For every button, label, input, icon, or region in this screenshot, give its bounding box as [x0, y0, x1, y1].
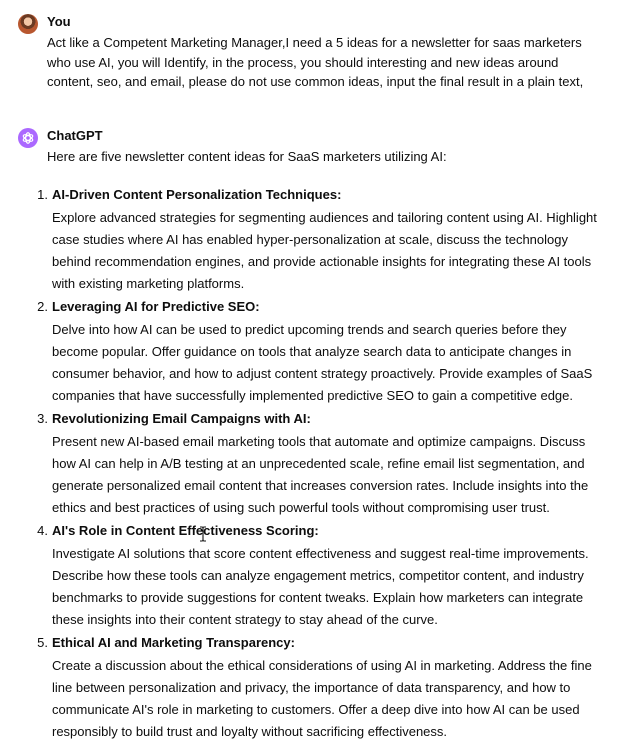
text-cursor-icon	[198, 526, 208, 542]
list-item-number: 5.	[37, 635, 48, 650]
user-avatar[interactable]	[18, 14, 38, 34]
list-item-title: Leveraging AI for Predictive SEO:	[52, 299, 260, 314]
list-item-number: 4.	[37, 523, 48, 538]
list-item-body: Create a discussion about the ethical considerations of using AI in marketing. Address the fine line between personalization and privacy, the importance of data transparency, and how to communicate AI's role in marketing to customers. Offer a deep dive into how AI can be used responsibly to build trust and loyalty without sacrificing effectiveness.	[52, 657, 592, 740]
assistant-avatar	[18, 128, 38, 148]
assistant-intro: Here are five newsletter content ideas for SaaS marketers utilizing AI:	[47, 149, 447, 164]
list-item-number: 2.	[37, 299, 48, 314]
list-item-body: Delve into how AI can be used to predict upcoming trends and search queries before they become popular. Offer guidance on tools that analyze search data to anticipate changes in consumer behavior, and how to adjust content strategy proactively. Provide examples of SaaS companies that have successfully implemented predictive SEO to gain a competitive edge.	[52, 321, 593, 404]
list-item-number: 1.	[37, 187, 48, 202]
list-item	[0, 632, 620, 744]
list-item-title: AI-Driven Content Personalization Techniques:	[52, 187, 342, 202]
list-item-title: Revolutionizing Email Campaigns with AI:	[52, 411, 311, 426]
openai-logo-icon	[21, 131, 35, 145]
user-message-text: Act like a Competent Marketing Manager,I need a 5 ideas for a newsletter for saas marketers who use AI, you will Identify, in the process, you should interesting and new ideas around content, seo, and email, please do not use common ideas, input the final result in a plain text,	[47, 35, 584, 89]
idea-list	[0, 184, 620, 744]
list-item	[0, 296, 620, 408]
list-item-title: Ethical AI and Marketing Transparency:	[52, 635, 295, 650]
list-item-title: AI's Role in Content Effectiveness Scoring:	[52, 523, 319, 538]
list-item	[0, 184, 620, 296]
list-item-body: Present new AI-based email marketing tools that automate and optimize campaigns. Discuss how AI can help in A/B testing at an unprecedented scale, refine email list segmentation, and generate personalized email content that increases conversion rates. Include insights into the ethics and best practices of using such powerful tools without compromising user trust.	[52, 433, 589, 516]
list-item-body: Investigate AI solutions that score content effectiveness and suggest real-time improvements. Describe how these tools can analyze engagement metrics, competitor content, and industry benchmarks to provide suggestions for content tweaks. Explain how marketers can integrate these insights into their content strategy to stay ahead of the curve.	[52, 545, 589, 628]
list-item	[0, 408, 620, 520]
list-item-body: Explore advanced strategies for segmenting audiences and tailoring content using AI. Highlight case studies where AI has enabled hyper-personalization at scale, discuss the technology behind recommendation engines, and provide actionable insights for integrating these AI tools with existing marketing platforms.	[52, 209, 597, 292]
list-item	[0, 520, 620, 632]
user-author-name: You	[47, 14, 71, 29]
assistant-author-name: ChatGPT	[47, 128, 103, 143]
list-item-number: 3.	[37, 411, 48, 426]
